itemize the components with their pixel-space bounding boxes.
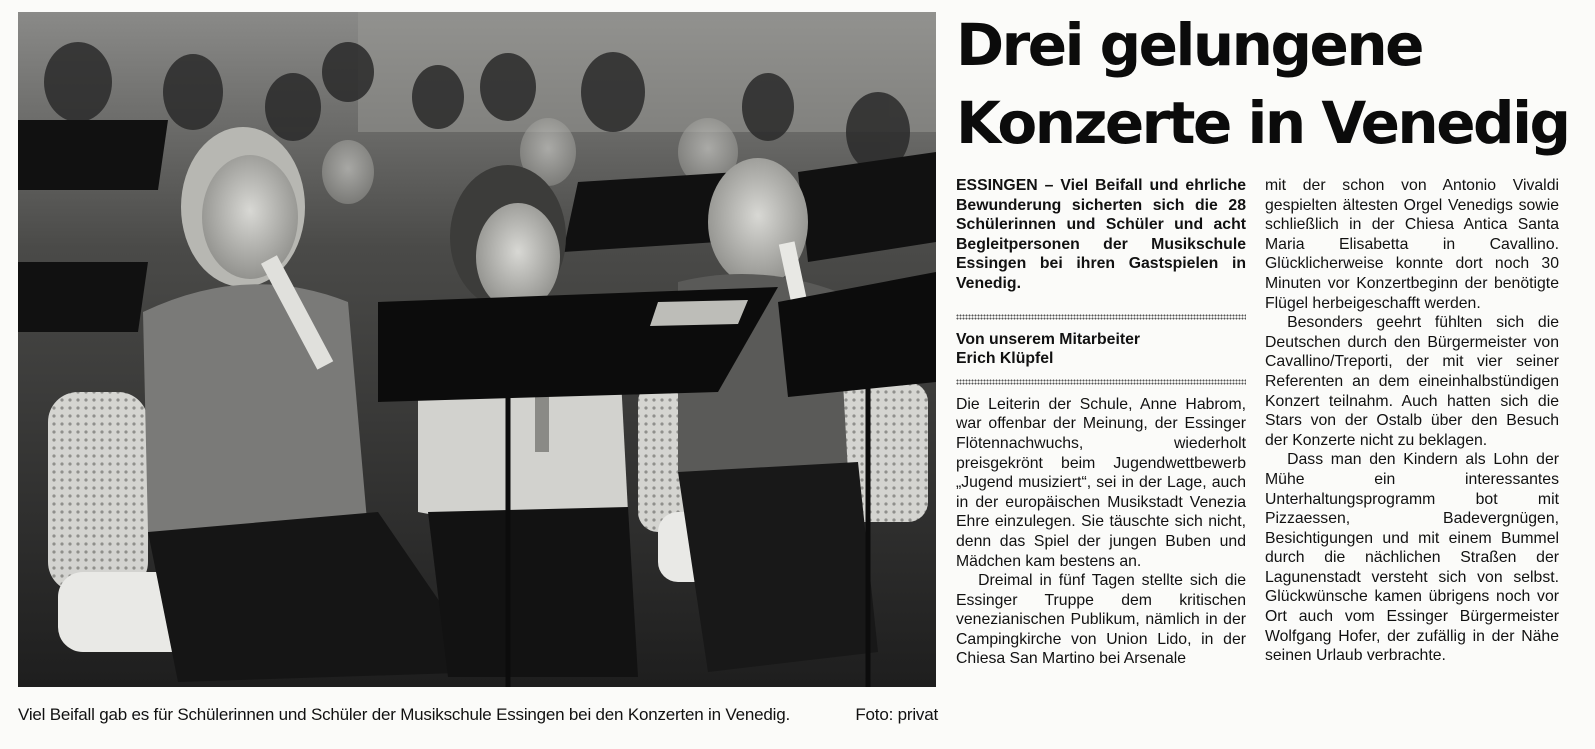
body-paragraph: Dass man den Kindern als Lohn der Mühe ein interessantes Unterhaltungsprogramm bot mit Pizzaessen, Badevergnügen, Besichtigungen und mit einem Bummel durch die nächlichen Straßen der Lagunenstadt versteht sich von selbst. Glückwünsche kamen übrigens noch vor Ort auch vom Essinger Bürgermeister Wolfgang Hofer, der zufällig in der Nähe seinen Urlaub verbrachte. [1265,451,1559,665]
headline-line-2: Konzerte in Venedig [956,89,1569,157]
dotted-rule [956,379,1246,385]
byline-line-1: Von unserem Mitarbeiter [956,330,1141,348]
body-paragraph: Die Leiterin der Schule, Anne Habrom, war offenbar der Meinung, der Essinger Flötennachwuchs, wiederholt preisgekrönt beim Jugendwettbewerb „Jugend musiziert“, sei in der Lage, auch in der europäischen Musikstadt Venezia Ehre einzulegen. Sie täuschte sich nicht, denn das Spiel der jungen Buben und Mädchen kam bestens an. [956,395,1246,570]
byline-author: Erich Klüpfel [956,350,1054,368]
photo-credit: Foto: privat [855,705,938,724]
photo-caption: Viel Beifall gab es für Schülerinnen und Schüler der Musikschule Essingen bei den Konzerten in Venedig. [18,705,790,724]
photo-caption-line [18,705,938,725]
concert-photo-image [18,12,936,687]
headline-line-1: Drei gelungene [956,11,1422,79]
lead-paragraph [956,176,1246,294]
lead-text: Viel Beifall und ehrliche Bewunderung sicherten sich die 28 Schülerinnen und Schüler und acht Begleitpersonen der Musikschule Essingen bei ihren Gastspielen in Venedig. [956,177,1246,292]
headline [956,6,1576,162]
byline [956,330,1246,369]
article-column-left [956,176,1246,669]
dateline: ESSINGEN – [956,177,1061,194]
article-column-right [1265,176,1559,666]
body-paragraph: mit der schon von Antonio Vivaldi gespielten ältesten Orgel Venedigs sowie schließlich in der Chiesa Antica Santa Maria Elisabetta in Cavallino. Glücklicherweise konnte dort noch 30 Minuten vor Konzertbeginn der benötigte Flügel herbeigeschafft werden. [1265,177,1559,312]
body-paragraph: Besonders geehrt fühlten sich die Deutschen durch den Bürgermeister von Cavallino/Treporti, der mit vier seiner Referenten an dem eineinhalbstündigen Konzert teilnahm. Auch hatten sich die Stars von der Ostalb über den Besuch der Konzerte nicht zu beklagen. [1265,314,1559,449]
concert-photo [18,12,936,687]
body-paragraph: Dreimal in fünf Tagen stellte sich die Essinger Truppe dem kritischen venezianischen Publikum, nämlich in der Campingkirche von Union Lido, in der Chiesa San Martino bei Arsenale [956,572,1246,668]
dotted-rule [956,314,1246,320]
